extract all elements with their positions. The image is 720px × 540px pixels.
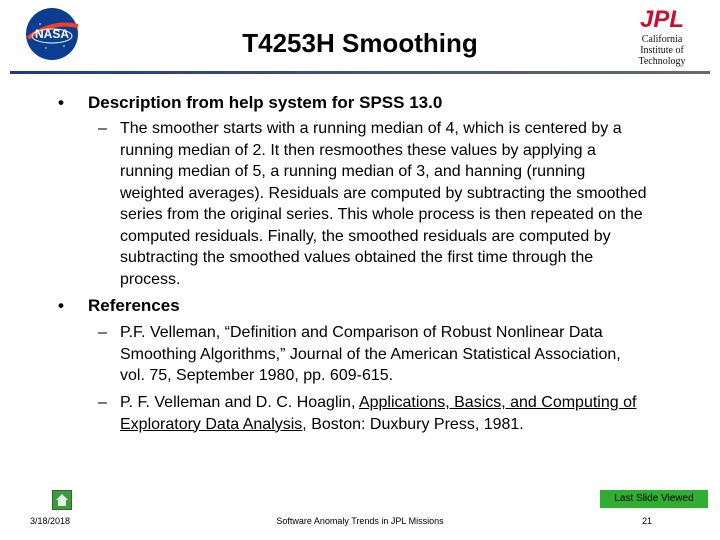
dash-icon: –	[98, 120, 107, 137]
dash-icon: –	[98, 324, 107, 341]
bullet-description	[58, 93, 443, 113]
institution-line: Technology	[638, 56, 686, 67]
bullet-description-text: Description from help system for SPSS 13.0	[88, 93, 443, 112]
jpl-logo-text: JPL	[639, 6, 685, 30]
bullet-references	[58, 296, 180, 316]
bullet-icon: •	[58, 296, 64, 315]
footer-title: Software Anomaly Trends in JPL Missions	[276, 516, 444, 526]
dash-icon: –	[98, 394, 107, 411]
page-title: T4253H Smoothing	[242, 28, 478, 58]
institution-name	[622, 34, 702, 67]
header-divider	[10, 71, 710, 74]
description-subitem-text: The smoother starts with a running median of 4, which is centered by a running median of 2. It then resmoothes these values by applying a running median of 5, a running median of 3, and hanning (running weighted averages). Residuals are computed by subtracting the smoothed series from the original series. This whole process is then repeated on the computed residuals. Finally, the smoothed residuals are computed by subtracting the smoothed values obtained the first time through the process.	[120, 120, 647, 288]
bullet-icon: •	[58, 93, 64, 112]
reference-text: P.F. Velleman, “Definition and Comparison of Robust Nonlinear Data Smoothing Algorithms,” Journal of the American Statistical Association, vol. 75, September 1980, pp. 609-615.	[120, 324, 621, 384]
home-icon	[53, 491, 71, 509]
bullet-references-text: References	[88, 296, 180, 315]
reference-book-title: Applications, Basics, and Computing of Exploratory Data Analysis,	[120, 394, 637, 433]
jpl-logo	[632, 6, 692, 30]
jpl-branding	[622, 6, 702, 67]
home-button[interactable]	[52, 490, 72, 510]
page-number: 21	[642, 516, 653, 526]
reference-text-suffix: Boston: Duxbury Press, 1981.	[306, 415, 524, 433]
reference-text-prefix: P. F. Velleman and D. C. Hoaglin,	[120, 394, 359, 411]
nasa-logo-text: NASA	[34, 27, 70, 41]
reference-item	[98, 392, 645, 435]
institution-line: Institute of	[640, 45, 684, 56]
description-subitem	[98, 118, 650, 290]
footer-date: 3/18/2018	[30, 516, 71, 526]
last-slide-viewed-button[interactable]: Last Slide Viewed	[600, 490, 708, 508]
reference-item	[98, 322, 645, 387]
institution-line: California	[641, 34, 683, 45]
nasa-logo	[24, 6, 80, 62]
